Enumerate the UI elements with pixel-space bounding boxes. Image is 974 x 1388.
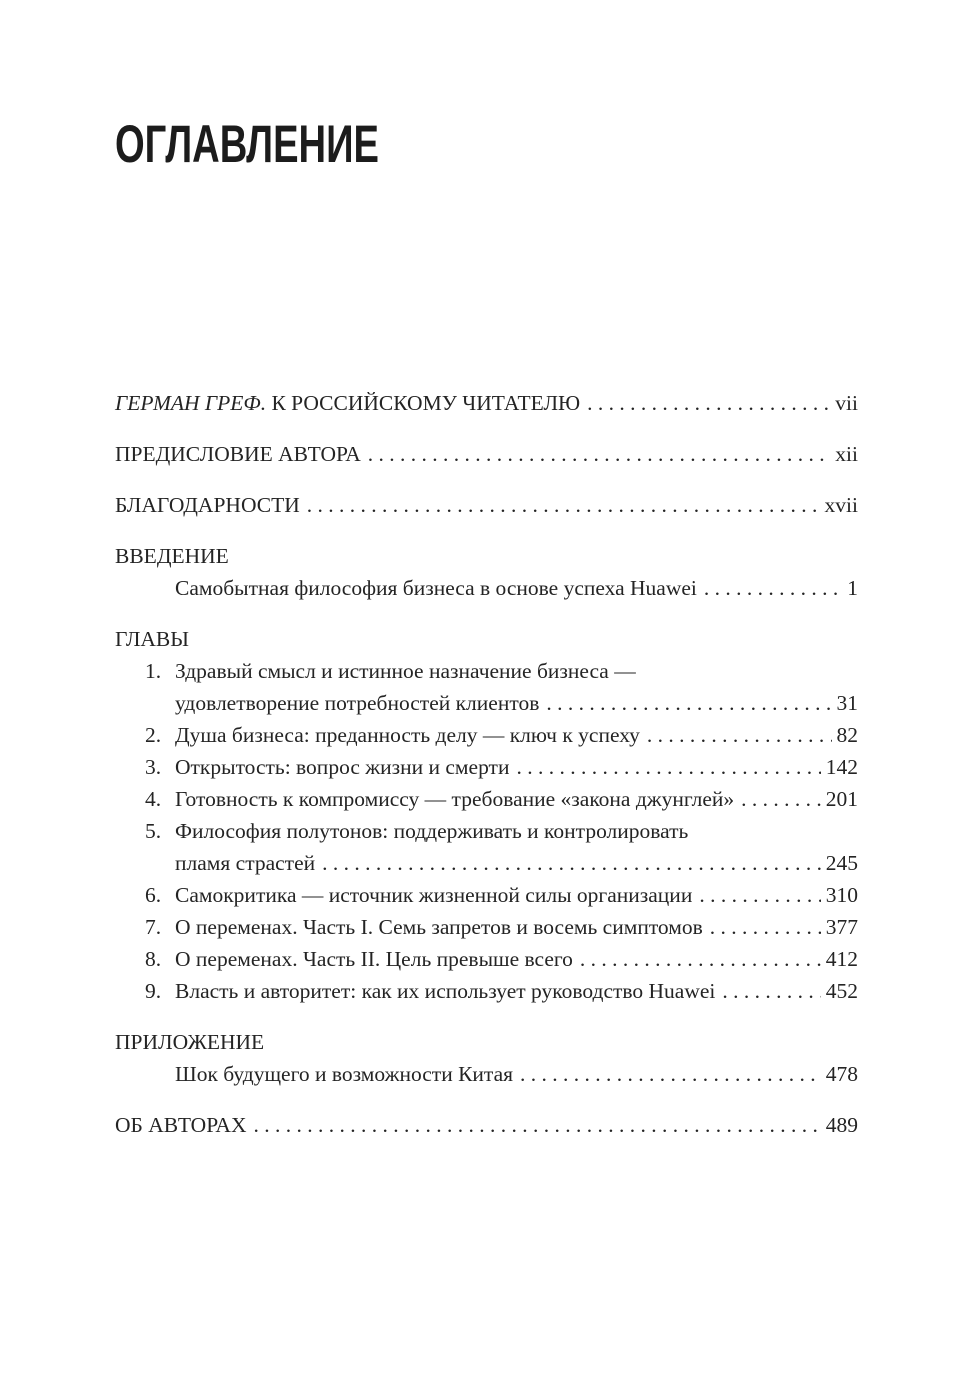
dot-leader: [710, 911, 821, 943]
toc-line: [115, 1058, 858, 1090]
page-number: xii: [835, 442, 858, 466]
dot-leader: [253, 1109, 820, 1141]
page-number: 310: [825, 883, 858, 907]
toc-line: [115, 387, 858, 419]
entry-title: Самобытная философия бизнеса в основе успеха Huawei: [175, 576, 697, 600]
entry-title: ГЕРМАН ГРЕФ. К РОССИЙСКОМУ ЧИТАТЕЛЮ: [115, 391, 581, 415]
page-title: ОГЛАВЛЕНИЕ: [115, 115, 379, 174]
entry-title: БЛАГОДАРНОСТИ: [115, 493, 300, 517]
entry-title: Власть и авторитет: как их использует руководство Huawei: [175, 979, 716, 1003]
dot-leader: [322, 847, 821, 879]
entry-title: удовлетворение потребностей клиентов: [175, 691, 540, 715]
entry-title: Философия полутонов: поддерживать и контролировать: [175, 819, 689, 843]
page-number: 489: [825, 1113, 858, 1137]
toc-list: [115, 387, 858, 1141]
chapter-number: 4.: [145, 787, 162, 811]
toc-line: [115, 815, 858, 847]
entry-title: ГЛАВЫ: [115, 627, 190, 651]
dot-leader: [741, 783, 821, 815]
dot-leader: [307, 489, 820, 521]
entry-title: ОБ АВТОРАХ: [115, 1113, 247, 1137]
page-number: 82: [836, 723, 858, 747]
page-number: 31: [836, 691, 858, 715]
toc-line: [115, 687, 858, 719]
toc-line: [115, 719, 858, 751]
chapter-number: 1.: [145, 659, 162, 683]
chapter-number: 7.: [145, 915, 162, 939]
toc-line: [115, 623, 858, 655]
entry-title: Самокритика — источник жизненной силы организации: [175, 883, 693, 907]
entry-title: ВВЕДЕНИЕ: [115, 544, 229, 568]
page-number: vii: [835, 391, 858, 415]
chapter-number: 6.: [145, 883, 162, 907]
entry-title: Открытость: вопрос жизни и смерти: [175, 755, 510, 779]
entry-title: Шок будущего и возможности Китая: [175, 1062, 514, 1086]
entry-title: Готовность к компромиссу — требование «закона джунглей»: [175, 787, 735, 811]
toc-line: [115, 540, 858, 572]
page-number: 478: [825, 1062, 858, 1086]
dot-leader: [516, 751, 820, 783]
page-number: 142: [825, 755, 858, 779]
entry-title: О переменах. Часть I. Семь запретов и восемь симптомов: [175, 915, 703, 939]
dot-leader: [722, 975, 820, 1007]
dot-leader: [699, 879, 820, 911]
dot-leader: [580, 943, 821, 975]
toc-line: [115, 751, 858, 783]
dot-leader: [368, 438, 831, 470]
page-number: 452: [825, 979, 858, 1003]
toc-line: [115, 1026, 858, 1058]
chapter-number: 3.: [145, 755, 162, 779]
page-number: 245: [825, 851, 858, 875]
entry-title: Здравый смысл и истинное назначение бизнеса —: [175, 659, 636, 683]
toc-line: [115, 847, 858, 879]
toc-line: [115, 911, 858, 943]
chapter-number: 9.: [145, 979, 162, 1003]
entry-title-italic: ГЕРМАН ГРЕФ.: [115, 391, 267, 415]
toc-line: [115, 783, 858, 815]
toc-line: [115, 975, 858, 1007]
toc-line: [115, 438, 858, 470]
dot-leader: [520, 1058, 821, 1090]
chapter-number: 8.: [145, 947, 162, 971]
toc-line: [115, 655, 858, 687]
entry-title: Душа бизнеса: преданность делу — ключ к успеху: [175, 723, 640, 747]
entry-title: ПРЕДИСЛОВИЕ АВТОРА: [115, 442, 361, 466]
chapter-number: 2.: [145, 723, 162, 747]
dot-leader: [587, 387, 830, 419]
page-number: xvii: [824, 493, 858, 517]
entry-title: О переменах. Часть II. Цель превыше всего: [175, 947, 573, 971]
dot-leader: [546, 687, 831, 719]
toc-line: [115, 572, 858, 604]
page-number: 1: [847, 576, 858, 600]
entry-title: ПРИЛОЖЕНИЕ: [115, 1030, 265, 1054]
page-number: 201: [825, 787, 858, 811]
toc-line: [115, 879, 858, 911]
chapter-number: 5.: [145, 819, 162, 843]
entry-title: пламя страстей: [175, 851, 316, 875]
dot-leader: [704, 572, 842, 604]
toc-line: [115, 1109, 858, 1141]
toc-line: [115, 489, 858, 521]
page-number: 412: [825, 947, 858, 971]
toc-line: [115, 943, 858, 975]
dot-leader: [647, 719, 832, 751]
page-number: 377: [825, 915, 858, 939]
